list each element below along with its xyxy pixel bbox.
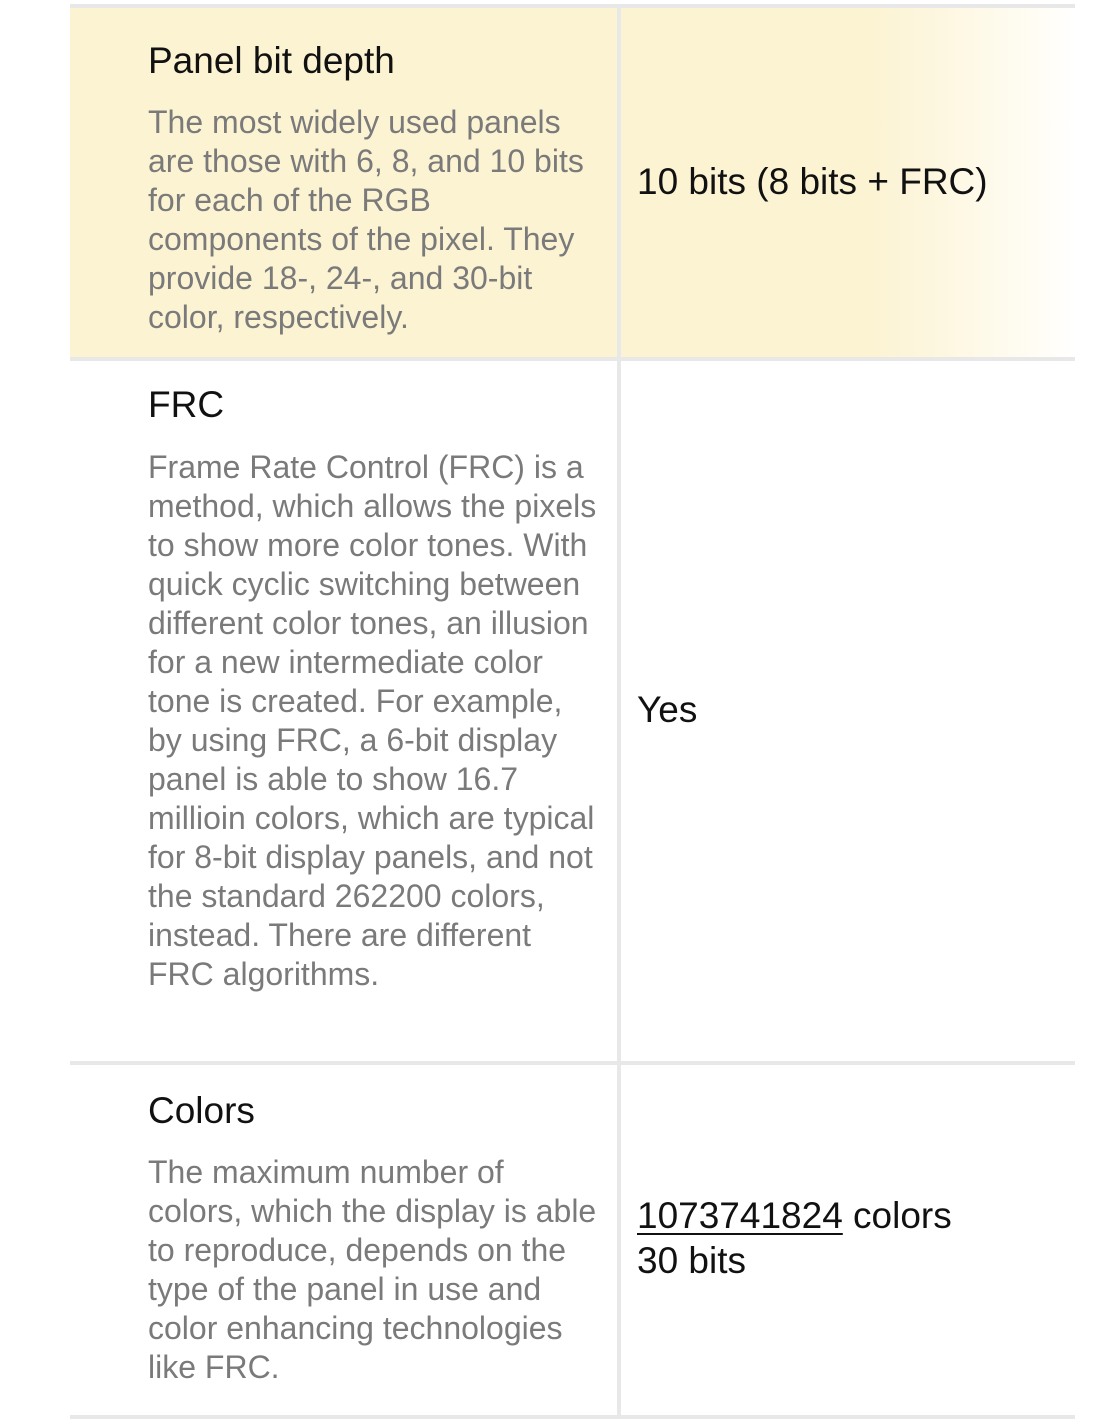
spec-row-frc <box>70 361 1075 1065</box>
spec-title: FRC <box>148 384 225 425</box>
spec-row-colors <box>70 1065 1075 1419</box>
spec-title: Colors <box>148 1090 255 1131</box>
spec-label-cell <box>70 361 621 1061</box>
spec-label-cell <box>70 8 621 357</box>
spec-value: 10 bits (8 bits + FRC) <box>637 161 988 202</box>
spec-value: Yes <box>637 688 698 730</box>
spec-title: Panel bit depth <box>148 40 395 81</box>
spec-label-cell <box>70 1065 621 1415</box>
spec-description: The maximum number of colors, which the display is able to reproduce, depends on the type of the panel in use and color enhancing technologies like FRC. <box>148 1154 597 1385</box>
spec-row-panel-bit-depth <box>70 4 1075 361</box>
spec-value-stack <box>637 1193 952 1283</box>
spec-value-cell <box>621 361 1075 1061</box>
specs-table <box>70 0 1075 1419</box>
spec-description: Frame Rate Control (FRC) is a method, which allows the pixels to show more color tones. With quick cyclic switching between different color tones, an illusion for a new intermediate color tone is created. For example, by using FRC, a 6-bit display panel is able to show 16.7 millioin colors, which are typical for 8-bit display panels, and not the standard 262200 colors, instead. There are different FRC algorithms. <box>148 449 597 992</box>
colors-count-link[interactable]: 1073741824 <box>637 1195 843 1236</box>
colors-count-suffix: colors <box>842 1195 952 1236</box>
spec-value-cell <box>621 8 1075 357</box>
colors-bits-value: 30 bits <box>637 1240 747 1281</box>
spec-value-cell <box>621 1065 1075 1415</box>
colors-count-line <box>637 1193 952 1238</box>
spec-description: The most widely used panels are those with 6, 8, and 10 bits for each of the RGB components of the pixel. They provide 18-, 24-, and 30-bit color, respectively. <box>148 104 584 335</box>
